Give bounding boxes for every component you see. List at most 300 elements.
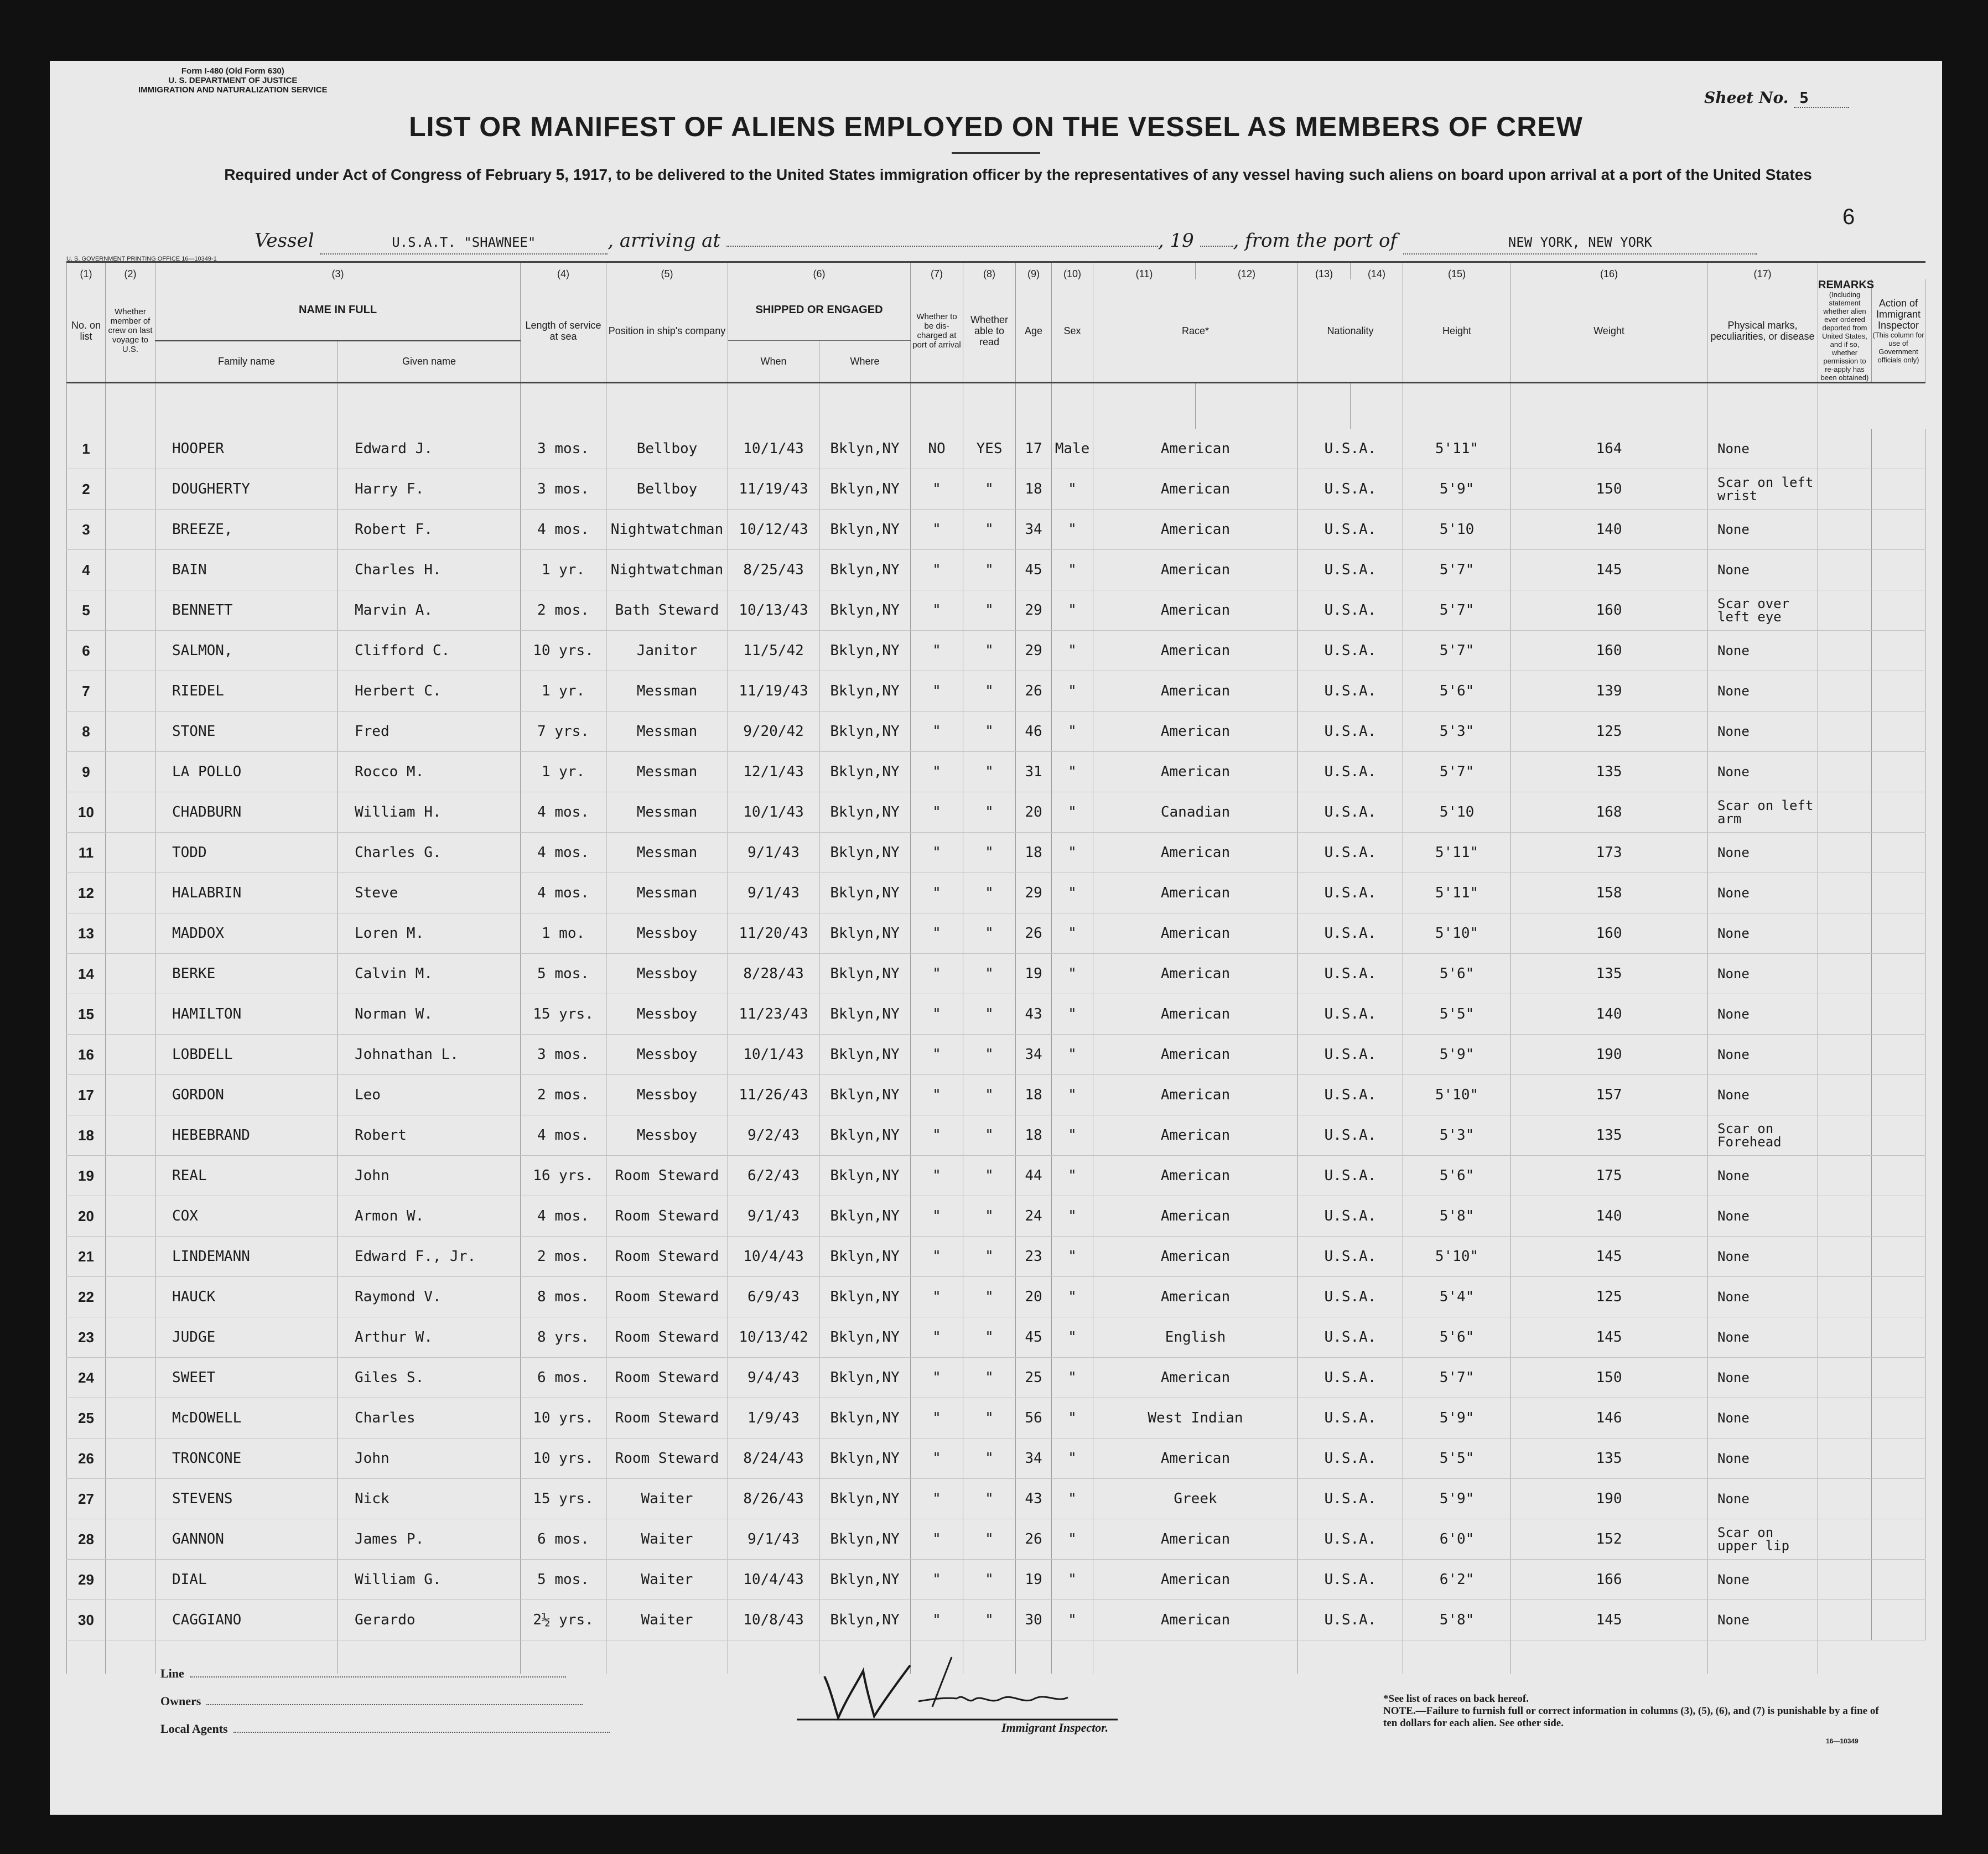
able-to-read-cell: " bbox=[963, 1196, 1016, 1237]
race-cell: American bbox=[1093, 1277, 1298, 1317]
col-num: (3) bbox=[155, 262, 521, 280]
remarks-cell bbox=[1818, 590, 1872, 631]
family-name-cell: CHADBURN bbox=[155, 792, 338, 833]
shipped-where-cell: Bklyn,NY bbox=[819, 469, 911, 510]
physical-marks-cell: Scar on Forehead bbox=[1707, 1115, 1818, 1156]
given-name-cell: Robert F. bbox=[338, 510, 521, 550]
position-cell: Room Steward bbox=[606, 1196, 728, 1237]
height-cell: 5'7" bbox=[1403, 590, 1511, 631]
given-name-cell: Herbert C. bbox=[338, 671, 521, 712]
inspector-action-cell bbox=[1872, 590, 1925, 631]
crew-last-voyage-cell bbox=[106, 1600, 155, 1640]
sheet-number-value: 5 bbox=[1794, 89, 1849, 108]
family-name-cell: HEBEBRAND bbox=[155, 1115, 338, 1156]
remarks-cell bbox=[1818, 1560, 1872, 1600]
family-name-cell: STEVENS bbox=[155, 1479, 338, 1519]
position-cell: Janitor bbox=[606, 631, 728, 671]
race-cell: American bbox=[1093, 954, 1298, 994]
length-of-service-cell: 1 yr. bbox=[521, 550, 606, 590]
nationality-cell: U.S.A. bbox=[1298, 1479, 1403, 1519]
race-cell: Greek bbox=[1093, 1479, 1298, 1519]
table-row bbox=[67, 913, 1925, 954]
position-cell: Room Steward bbox=[606, 1358, 728, 1398]
table-row bbox=[67, 1560, 1925, 1600]
length-of-service-cell: 4 mos. bbox=[521, 510, 606, 550]
height-cell: 5'6" bbox=[1403, 1317, 1511, 1358]
family-name-cell: CAGGIANO bbox=[155, 1600, 338, 1640]
physical-marks-cell: None bbox=[1707, 1438, 1818, 1479]
height-cell: 5'6" bbox=[1403, 954, 1511, 994]
crew-last-voyage-cell bbox=[106, 1035, 155, 1075]
remarks-cell bbox=[1818, 550, 1872, 590]
age-cell: 56 bbox=[1016, 1398, 1052, 1438]
row-number: 6 bbox=[67, 631, 106, 671]
height-cell: 5'11" bbox=[1403, 429, 1511, 469]
height-cell: 5'3" bbox=[1403, 1115, 1511, 1156]
crew-last-voyage-cell bbox=[106, 1438, 155, 1479]
action-title: Action of Immigrant Inspector bbox=[1876, 297, 1920, 331]
nationality-cell: U.S.A. bbox=[1298, 1438, 1403, 1479]
crew-last-voyage-cell bbox=[106, 631, 155, 671]
nationality-cell: U.S.A. bbox=[1298, 873, 1403, 913]
col-num: (1) bbox=[67, 262, 106, 280]
height-cell: 5'8" bbox=[1403, 1600, 1511, 1640]
age-cell: 18 bbox=[1016, 1075, 1052, 1115]
race-cell: American bbox=[1093, 994, 1298, 1035]
remarks-cell bbox=[1818, 752, 1872, 792]
sex-cell: " bbox=[1052, 510, 1093, 550]
height-cell: 6'0" bbox=[1403, 1519, 1511, 1560]
crew-last-voyage-cell bbox=[106, 469, 155, 510]
able-to-read-cell: " bbox=[963, 1438, 1016, 1479]
shipped-when-cell: 8/25/43 bbox=[728, 550, 819, 590]
nationality-cell: U.S.A. bbox=[1298, 1277, 1403, 1317]
nationality-cell: U.S.A. bbox=[1298, 833, 1403, 873]
header-nationality: Nationality bbox=[1298, 279, 1403, 383]
table-row bbox=[67, 429, 1925, 469]
sex-cell: " bbox=[1052, 1196, 1093, 1237]
weight-cell: 140 bbox=[1511, 510, 1707, 550]
form-number: Form I-480 (Old Form 630) bbox=[181, 66, 284, 76]
race-cell: American bbox=[1093, 1600, 1298, 1640]
given-name-cell: Marvin A. bbox=[338, 590, 521, 631]
family-name-cell: LINDEMANN bbox=[155, 1237, 338, 1277]
age-cell: 45 bbox=[1016, 550, 1052, 590]
length-of-service-cell: 5 mos. bbox=[521, 954, 606, 994]
nationality-cell: U.S.A. bbox=[1298, 1237, 1403, 1277]
physical-marks-cell: None bbox=[1707, 913, 1818, 954]
remarks-cell bbox=[1818, 1519, 1872, 1560]
given-name-cell: Norman W. bbox=[338, 994, 521, 1035]
header-weight: Weight bbox=[1511, 279, 1707, 383]
given-name-cell: Johnathan L. bbox=[338, 1035, 521, 1075]
shipped-where-cell: Bklyn,NY bbox=[819, 1035, 911, 1075]
discharged-cell: " bbox=[911, 1560, 963, 1600]
remarks-cell bbox=[1818, 994, 1872, 1035]
shipped-where-cell: Bklyn,NY bbox=[819, 1237, 911, 1277]
length-of-service-cell: 15 yrs. bbox=[521, 994, 606, 1035]
family-name-cell: GORDON bbox=[155, 1075, 338, 1115]
table-row bbox=[67, 510, 1925, 550]
race-cell: American bbox=[1093, 631, 1298, 671]
able-to-read-cell: " bbox=[963, 1560, 1016, 1600]
weight-cell: 173 bbox=[1511, 833, 1707, 873]
crew-last-voyage-cell bbox=[106, 550, 155, 590]
sex-cell: " bbox=[1052, 712, 1093, 752]
age-cell: 29 bbox=[1016, 631, 1052, 671]
race-cell: West Indian bbox=[1093, 1398, 1298, 1438]
crew-last-voyage-cell bbox=[106, 590, 155, 631]
shipped-when-cell: 11/26/43 bbox=[728, 1075, 819, 1115]
position-cell: Messman bbox=[606, 833, 728, 873]
family-name-cell: TODD bbox=[155, 833, 338, 873]
height-cell: 5'10 bbox=[1403, 792, 1511, 833]
given-name-cell: Arthur W. bbox=[338, 1317, 521, 1358]
sex-cell: " bbox=[1052, 1438, 1093, 1479]
given-name-cell: Rocco M. bbox=[338, 752, 521, 792]
length-of-service-cell: 3 mos. bbox=[521, 1035, 606, 1075]
discharged-cell: " bbox=[911, 1237, 963, 1277]
shipped-when-cell: 10/4/43 bbox=[728, 1237, 819, 1277]
weight-cell: 152 bbox=[1511, 1519, 1707, 1560]
shipped-where-cell: Bklyn,NY bbox=[819, 1358, 911, 1398]
weight-cell: 145 bbox=[1511, 1317, 1707, 1358]
age-cell: 25 bbox=[1016, 1358, 1052, 1398]
race-cell: Canadian bbox=[1093, 792, 1298, 833]
page-title: LIST OR MANIFEST OF ALIENS EMPLOYED ON THE VESSEL AS MEMBERS OF CREW bbox=[409, 111, 1583, 142]
given-name-cell: William H. bbox=[338, 792, 521, 833]
manifest-sheet bbox=[50, 61, 1942, 1815]
race-cell: American bbox=[1093, 913, 1298, 954]
shipped-where-cell: Bklyn,NY bbox=[819, 1115, 911, 1156]
row-number: 27 bbox=[67, 1479, 106, 1519]
nationality-cell: U.S.A. bbox=[1298, 913, 1403, 954]
shipped-where-cell: Bklyn,NY bbox=[819, 671, 911, 712]
table-row bbox=[67, 1519, 1925, 1560]
able-to-read-cell: " bbox=[963, 1317, 1016, 1358]
table-row bbox=[67, 469, 1925, 510]
physical-marks-cell: None bbox=[1707, 1035, 1818, 1075]
col-num: (16) bbox=[1511, 262, 1707, 280]
height-cell: 5'4" bbox=[1403, 1277, 1511, 1317]
header-length-of-service: Length of service at sea bbox=[521, 279, 606, 383]
shipped-where-cell: Bklyn,NY bbox=[819, 1479, 911, 1519]
remarks-cell bbox=[1818, 1075, 1872, 1115]
race-cell: American bbox=[1093, 429, 1298, 469]
shipped-when-cell: 9/2/43 bbox=[728, 1115, 819, 1156]
length-of-service-cell: 1 mo. bbox=[521, 913, 606, 954]
position-cell: Messman bbox=[606, 712, 728, 752]
from-port-label: , from the port of bbox=[1233, 230, 1398, 252]
inspector-action-cell bbox=[1872, 1519, 1925, 1560]
height-cell: 5'5" bbox=[1403, 1438, 1511, 1479]
family-name-cell: HAUCK bbox=[155, 1277, 338, 1317]
inspector-action-cell bbox=[1872, 1600, 1925, 1640]
able-to-read-cell: " bbox=[963, 792, 1016, 833]
inspector-action-cell bbox=[1872, 913, 1925, 954]
length-of-service-cell: 3 mos. bbox=[521, 429, 606, 469]
able-to-read-cell: " bbox=[963, 1519, 1016, 1560]
table-row bbox=[67, 1115, 1925, 1156]
age-cell: 29 bbox=[1016, 873, 1052, 913]
inspector-action-cell bbox=[1872, 510, 1925, 550]
header-position: Position in ship's company bbox=[606, 279, 728, 383]
length-of-service-cell: 4 mos. bbox=[521, 873, 606, 913]
able-to-read-cell: " bbox=[963, 1600, 1016, 1640]
nationality-cell: U.S.A. bbox=[1298, 1600, 1403, 1640]
height-cell: 5'8" bbox=[1403, 1196, 1511, 1237]
row-number: 13 bbox=[67, 913, 106, 954]
able-to-read-cell: " bbox=[963, 590, 1016, 631]
discharged-cell: " bbox=[911, 1600, 963, 1640]
inspector-action-cell bbox=[1872, 1237, 1925, 1277]
physical-marks-cell: None bbox=[1707, 671, 1818, 712]
given-name-cell: Charles H. bbox=[338, 550, 521, 590]
race-cell: American bbox=[1093, 1075, 1298, 1115]
physical-marks-cell: None bbox=[1707, 429, 1818, 469]
sheet-number bbox=[1704, 89, 1849, 108]
column-numbers bbox=[67, 262, 1925, 280]
table-row bbox=[67, 1398, 1925, 1438]
weight-cell: 190 bbox=[1511, 1479, 1707, 1519]
inspector-action-cell bbox=[1872, 1560, 1925, 1600]
col-num: (7) bbox=[911, 262, 963, 280]
position-cell: Bellboy bbox=[606, 469, 728, 510]
form-code: 16—10349 bbox=[1826, 1737, 1859, 1745]
service-name: IMMIGRATION AND NATURALIZATION SERVICE bbox=[138, 85, 328, 95]
length-of-service-cell: 3 mos. bbox=[521, 469, 606, 510]
shipped-where-cell: Bklyn,NY bbox=[819, 1317, 911, 1358]
physical-marks-cell: Scar on left arm bbox=[1707, 792, 1818, 833]
length-of-service-cell: 2½ yrs. bbox=[521, 1600, 606, 1640]
discharged-cell: " bbox=[911, 1115, 963, 1156]
remarks-cell bbox=[1818, 1035, 1872, 1075]
inspector-action-cell bbox=[1872, 1317, 1925, 1358]
shipped-where-cell: Bklyn,NY bbox=[819, 712, 911, 752]
shipped-where-cell: Bklyn,NY bbox=[819, 631, 911, 671]
age-cell: 18 bbox=[1016, 469, 1052, 510]
crew-last-voyage-cell bbox=[106, 1156, 155, 1196]
given-name-cell: Leo bbox=[338, 1075, 521, 1115]
given-name-cell: Gerardo bbox=[338, 1600, 521, 1640]
sex-cell: " bbox=[1052, 671, 1093, 712]
weight-cell: 135 bbox=[1511, 954, 1707, 994]
table-row bbox=[67, 833, 1925, 873]
inspector-action-cell bbox=[1872, 1438, 1925, 1479]
shipped-when-cell: 11/23/43 bbox=[728, 994, 819, 1035]
position-cell: Messboy bbox=[606, 1115, 728, 1156]
age-cell: 46 bbox=[1016, 712, 1052, 752]
remarks-cell bbox=[1818, 1196, 1872, 1237]
age-cell: 44 bbox=[1016, 1156, 1052, 1196]
length-of-service-cell: 5 mos. bbox=[521, 1560, 606, 1600]
race-cell: American bbox=[1093, 469, 1298, 510]
able-to-read-cell: " bbox=[963, 550, 1016, 590]
length-of-service-cell: 10 yrs. bbox=[521, 1438, 606, 1479]
given-name-cell: Harry F. bbox=[338, 469, 521, 510]
row-number: 8 bbox=[67, 712, 106, 752]
weight-cell: 135 bbox=[1511, 1438, 1707, 1479]
title-rule bbox=[952, 152, 1040, 154]
row-number: 4 bbox=[67, 550, 106, 590]
discharged-cell: " bbox=[911, 469, 963, 510]
row-number: 11 bbox=[67, 833, 106, 873]
discharged-cell: " bbox=[911, 510, 963, 550]
inspector-action-cell bbox=[1872, 1398, 1925, 1438]
table-row bbox=[67, 1277, 1925, 1317]
inspector-action-cell bbox=[1872, 752, 1925, 792]
family-name-cell: DOUGHERTY bbox=[155, 469, 338, 510]
discharged-cell: " bbox=[911, 1358, 963, 1398]
shipped-when-cell: 8/28/43 bbox=[728, 954, 819, 994]
col-num: (14) bbox=[1351, 262, 1403, 280]
header-name-in-full: NAME IN FULL bbox=[155, 279, 521, 341]
weight-cell: 166 bbox=[1511, 1560, 1707, 1600]
physical-marks-cell: None bbox=[1707, 1277, 1818, 1317]
row-number: 25 bbox=[67, 1398, 106, 1438]
nationality-cell: U.S.A. bbox=[1298, 671, 1403, 712]
position-cell: Messboy bbox=[606, 913, 728, 954]
race-cell: American bbox=[1093, 671, 1298, 712]
col-num: (9) bbox=[1016, 262, 1052, 280]
inspector-action-cell bbox=[1872, 1277, 1925, 1317]
family-name-cell: TRONCONE bbox=[155, 1438, 338, 1479]
race-cell: American bbox=[1093, 1560, 1298, 1600]
family-name-cell: HAMILTON bbox=[155, 994, 338, 1035]
inspector-action-cell bbox=[1872, 550, 1925, 590]
inspector-action-cell bbox=[1872, 873, 1925, 913]
header-able-to-read: Whether able to read bbox=[963, 279, 1016, 383]
department-name: U. S. DEPARTMENT OF JUSTICE bbox=[168, 76, 298, 85]
inspector-action-cell bbox=[1872, 1075, 1925, 1115]
shipped-where-cell: Bklyn,NY bbox=[819, 550, 911, 590]
crew-last-voyage-cell bbox=[106, 1358, 155, 1398]
given-name-cell: Raymond V. bbox=[338, 1277, 521, 1317]
table-row bbox=[67, 1438, 1925, 1479]
header-age: Age bbox=[1016, 279, 1052, 383]
family-name-cell: SALMON, bbox=[155, 631, 338, 671]
height-cell: 5'3" bbox=[1403, 712, 1511, 752]
agents-field bbox=[160, 1715, 610, 1743]
length-of-service-cell: 7 yrs. bbox=[521, 712, 606, 752]
crew-last-voyage-cell bbox=[106, 1398, 155, 1438]
shipped-where-cell: Bklyn,NY bbox=[819, 1560, 911, 1600]
table-row bbox=[67, 1317, 1925, 1358]
sex-cell: " bbox=[1052, 1237, 1093, 1277]
length-of-service-cell: 4 mos. bbox=[521, 1196, 606, 1237]
weight-cell: 146 bbox=[1511, 1398, 1707, 1438]
given-name-cell: Edward F., Jr. bbox=[338, 1237, 521, 1277]
sex-cell: " bbox=[1052, 1358, 1093, 1398]
inspector-action-cell bbox=[1872, 792, 1925, 833]
remarks-cell bbox=[1818, 469, 1872, 510]
inspector-action-cell bbox=[1872, 994, 1925, 1035]
shipped-when-cell: 11/5/42 bbox=[728, 631, 819, 671]
remarks-cell bbox=[1818, 913, 1872, 954]
length-of-service-cell: 6 mos. bbox=[521, 1358, 606, 1398]
vessel-line bbox=[255, 227, 1809, 255]
weight-cell: 145 bbox=[1511, 1600, 1707, 1640]
table-row bbox=[67, 873, 1925, 913]
height-cell: 5'9" bbox=[1403, 469, 1511, 510]
discharged-cell: " bbox=[911, 792, 963, 833]
shipped-when-cell: 9/4/43 bbox=[728, 1358, 819, 1398]
header-where: Where bbox=[819, 341, 911, 383]
weight-cell: 125 bbox=[1511, 712, 1707, 752]
position-cell: Messman bbox=[606, 671, 728, 712]
age-cell: 19 bbox=[1016, 954, 1052, 994]
crew-last-voyage-cell bbox=[106, 873, 155, 913]
shipped-where-cell: Bklyn,NY bbox=[819, 873, 911, 913]
inspector-action-cell bbox=[1872, 671, 1925, 712]
table-row bbox=[67, 752, 1925, 792]
arrival-year bbox=[1200, 227, 1233, 247]
physical-marks-cell: None bbox=[1707, 1317, 1818, 1358]
height-cell: 6'2" bbox=[1403, 1560, 1511, 1600]
physical-marks-cell: Scar on upper lip bbox=[1707, 1519, 1818, 1560]
age-cell: 24 bbox=[1016, 1196, 1052, 1237]
weight-cell: 150 bbox=[1511, 469, 1707, 510]
physical-marks-cell: None bbox=[1707, 994, 1818, 1035]
family-name-cell: DIAL bbox=[155, 1560, 338, 1600]
length-of-service-cell: 15 yrs. bbox=[521, 1479, 606, 1519]
header-shipped-or-engaged: SHIPPED OR ENGAGED bbox=[728, 279, 911, 341]
weight-cell: 157 bbox=[1511, 1075, 1707, 1115]
nationality-cell: U.S.A. bbox=[1298, 1035, 1403, 1075]
row-number: 21 bbox=[67, 1237, 106, 1277]
able-to-read-cell: " bbox=[963, 873, 1016, 913]
signature-caption: Immigrant Inspector. bbox=[1001, 1721, 1109, 1734]
corner-mark: 6 bbox=[1842, 205, 1855, 229]
header-crew-last-voyage: Whether member of crew on last voyage to U.S. bbox=[106, 279, 155, 383]
length-of-service-cell: 10 yrs. bbox=[521, 631, 606, 671]
shipped-when-cell: 1/9/43 bbox=[728, 1398, 819, 1438]
given-name-cell: John bbox=[338, 1438, 521, 1479]
nationality-cell: U.S.A. bbox=[1298, 752, 1403, 792]
position-cell: Messboy bbox=[606, 954, 728, 994]
shipped-when-cell: 9/1/43 bbox=[728, 1519, 819, 1560]
sex-cell: " bbox=[1052, 1035, 1093, 1075]
inspector-action-cell bbox=[1872, 712, 1925, 752]
family-name-cell: RIEDEL bbox=[155, 671, 338, 712]
position-cell: Messboy bbox=[606, 1075, 728, 1115]
position-cell: Waiter bbox=[606, 1600, 728, 1640]
given-name-cell: Robert bbox=[338, 1115, 521, 1156]
sex-cell: " bbox=[1052, 590, 1093, 631]
able-to-read-cell: " bbox=[963, 469, 1016, 510]
remarks-cell bbox=[1818, 510, 1872, 550]
age-cell: 43 bbox=[1016, 994, 1052, 1035]
family-name-cell: LA POLLO bbox=[155, 752, 338, 792]
height-cell: 5'10 bbox=[1403, 510, 1511, 550]
col-num: (11) bbox=[1093, 262, 1196, 280]
row-number: 18 bbox=[67, 1115, 106, 1156]
year-label: , 19 bbox=[1157, 230, 1194, 252]
physical-marks-cell: None bbox=[1707, 833, 1818, 873]
crew-last-voyage-cell bbox=[106, 1560, 155, 1600]
sex-cell: " bbox=[1052, 1115, 1093, 1156]
shipped-where-cell: Bklyn,NY bbox=[819, 590, 911, 631]
discharged-cell: " bbox=[911, 994, 963, 1035]
race-cell: American bbox=[1093, 712, 1298, 752]
physical-marks-cell: None bbox=[1707, 873, 1818, 913]
discharged-cell: " bbox=[911, 1035, 963, 1075]
shipped-when-cell: 9/1/43 bbox=[728, 873, 819, 913]
row-number: 26 bbox=[67, 1438, 106, 1479]
weight-cell: 158 bbox=[1511, 873, 1707, 913]
age-cell: 19 bbox=[1016, 1560, 1052, 1600]
printing-office-line: U. S. GOVERNMENT PRINTING OFFICE 16—10349-1 bbox=[66, 256, 217, 262]
